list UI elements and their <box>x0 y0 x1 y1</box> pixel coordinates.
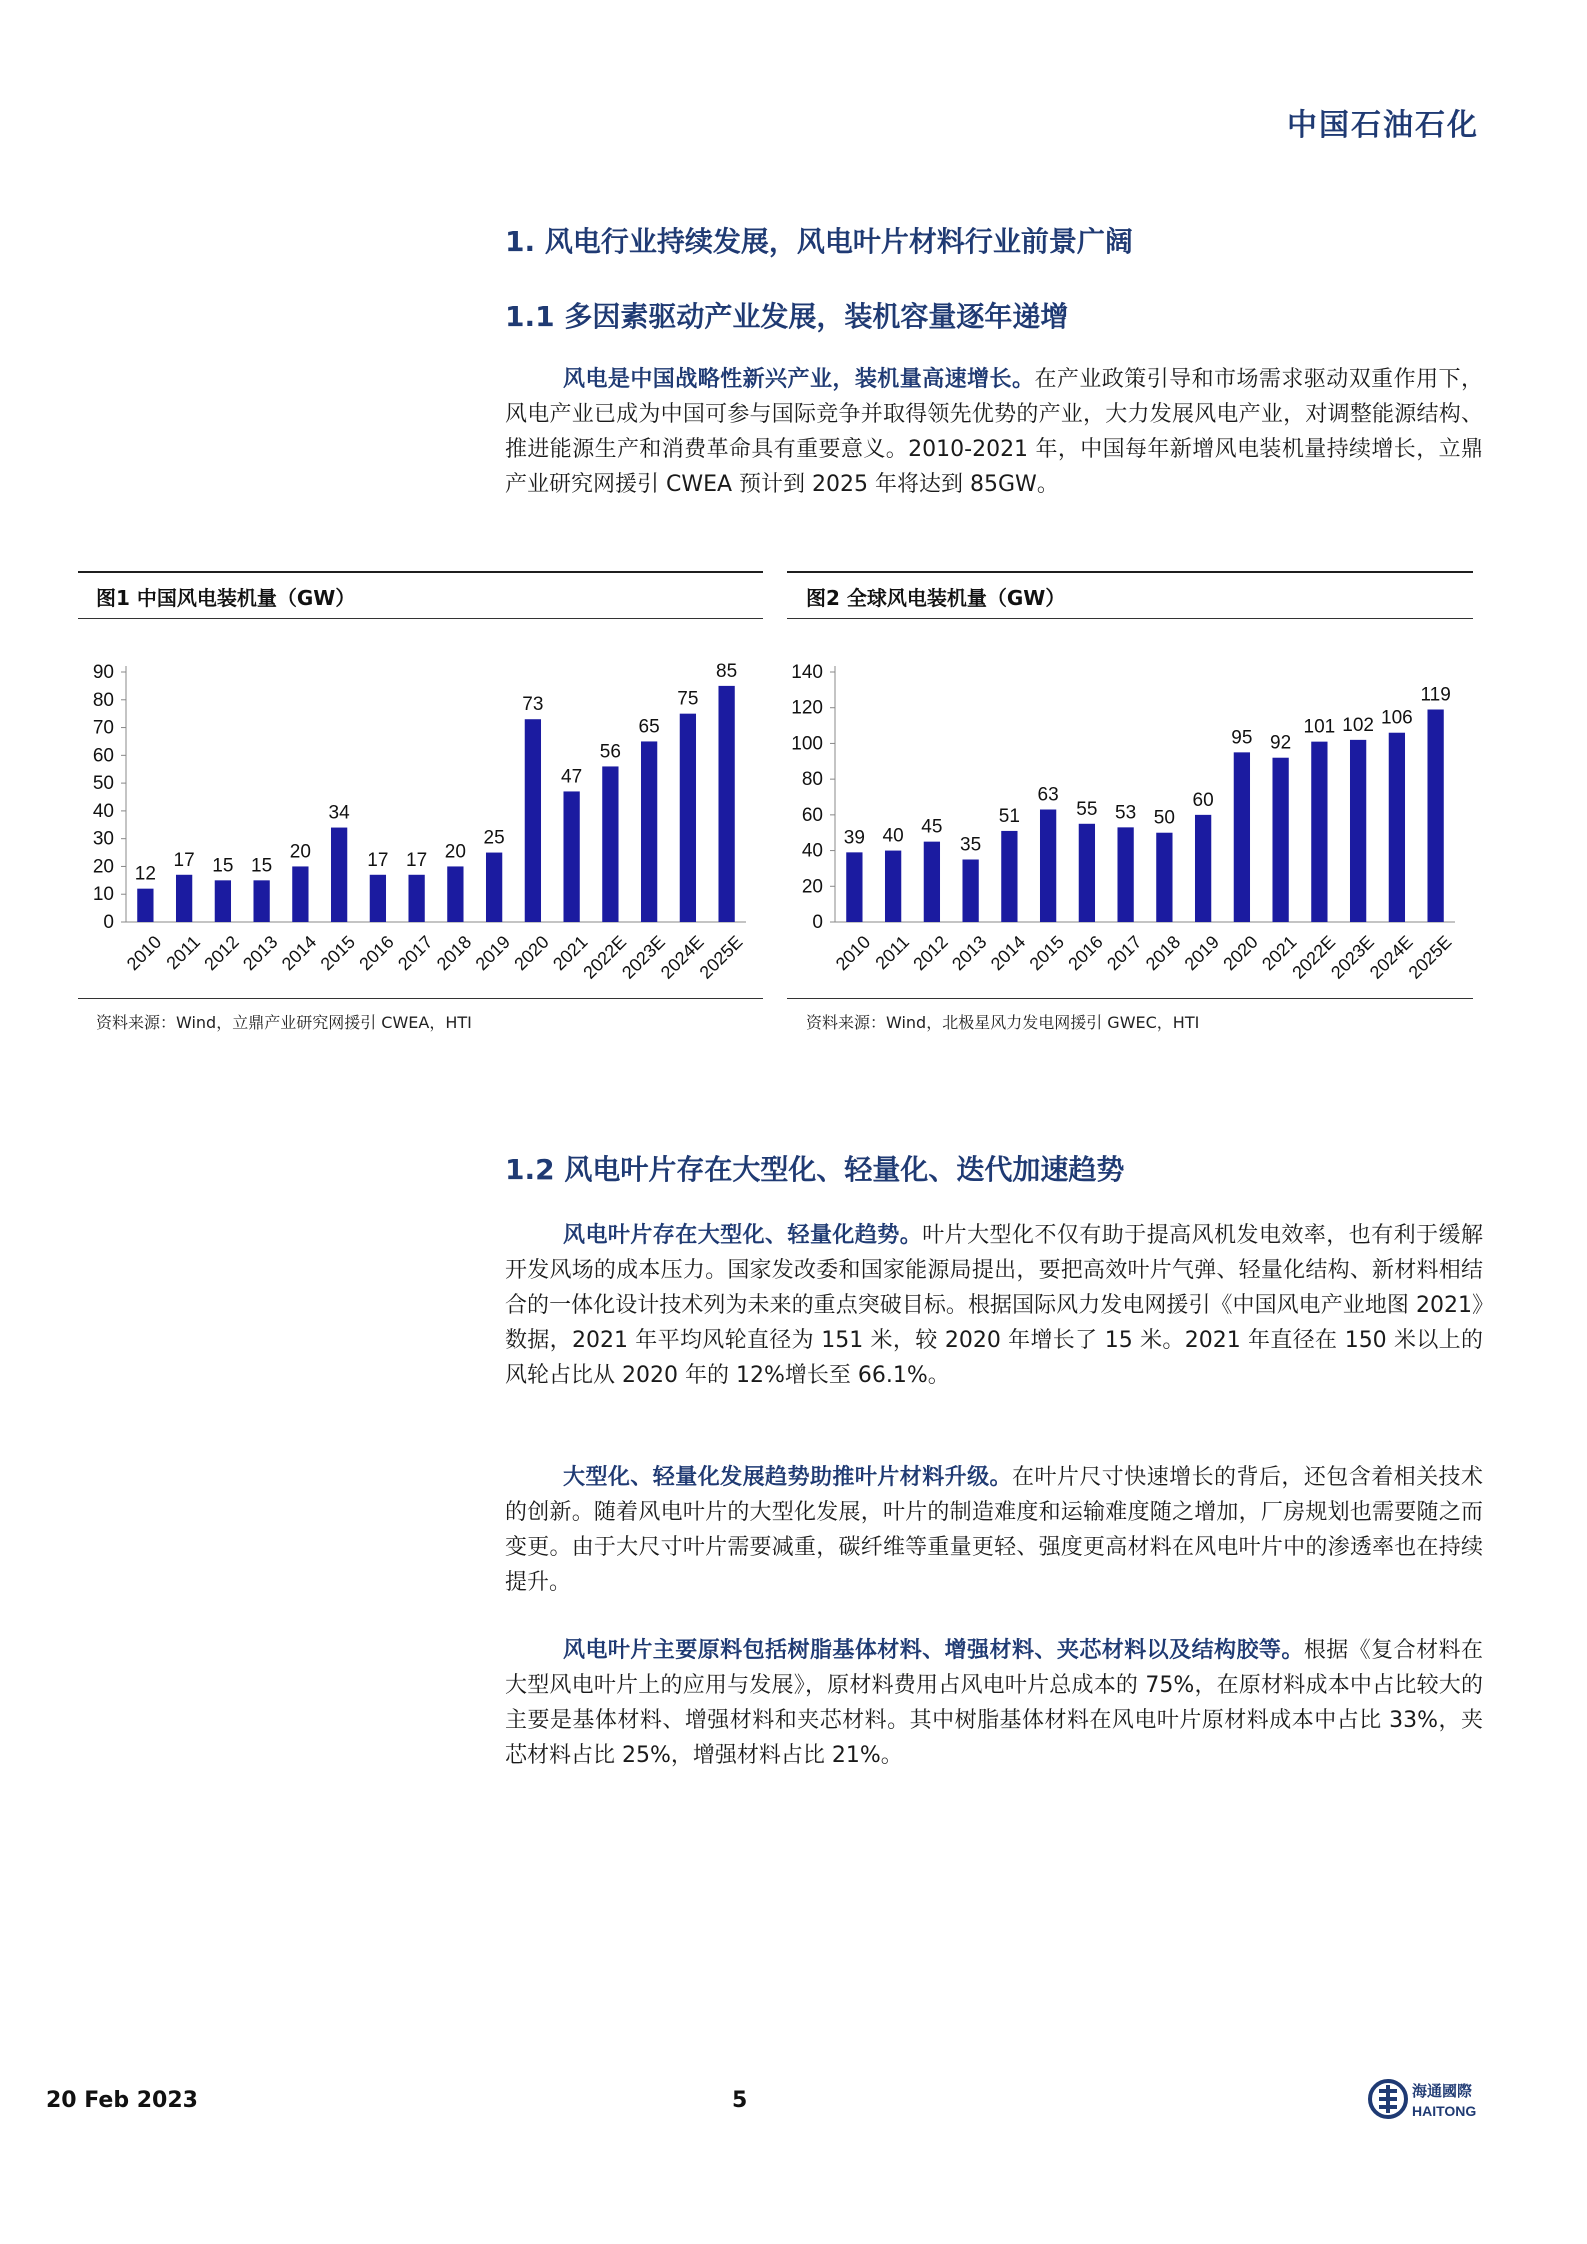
bar-2024E <box>1389 733 1405 922</box>
x-tick-label-2011: 2011 <box>162 931 205 974</box>
data-label-2025E: 85 <box>716 660 738 682</box>
data-label-2024E: 75 <box>677 688 699 710</box>
bar-2023E <box>1350 740 1366 922</box>
fig1-source: 资料来源：Wind，立鼎产业研究网援引 CWEA，HTI <box>96 1013 472 1032</box>
paragraph-body: 叶片大型化不仅有助于提高风机发电效率，也有利于缓解开发风场的成本压力。国家发改委和国家能源局提出，要把高效叶片气弹、轻量化结构、新材料相结合的一体化设计技术列为未来的重点突破目标。根据国际风力发电网援引《中国风电产业地图 2021》数据，2021 年平均风轮直径为 151 米，较 2020 年增长了 15 米。2021 年直径在 150 米以上的风轮占比从 2020 年的 12%增长至 66.1%。 <box>505 1223 1483 1388</box>
y-tick-label: 90 <box>92 662 114 683</box>
paragraph-lead: 风电叶片主要原料包括树脂基体材料、增强材料、夹芯材料以及结构胶等。 <box>563 1638 1304 1663</box>
paragraph-raw-materials <box>505 1633 1483 1773</box>
data-label-2013: 15 <box>251 855 273 877</box>
x-tick-label-2024E: 2024E <box>1365 931 1417 983</box>
data-label-2010: 12 <box>134 863 156 885</box>
bar-2015 <box>1040 810 1056 923</box>
x-tick-label-2019: 2019 <box>1180 931 1224 975</box>
y-tick-label: 20 <box>92 856 114 878</box>
bar-2016 <box>1079 824 1095 922</box>
data-label-2014: 51 <box>998 805 1020 827</box>
x-tick-label-2021: 2021 <box>1258 931 1301 975</box>
bar-2019 <box>1195 815 1211 922</box>
data-label-2015: 34 <box>328 802 350 824</box>
bar-2013 <box>253 880 269 922</box>
paragraph-blade-trend <box>505 1218 1483 1393</box>
section-heading-1-2: 1.2 风电叶片存在大型化、轻量化、迭代加速趋势 <box>505 1153 1125 1186</box>
y-tick-label: 60 <box>92 745 114 767</box>
paragraph-lead: 大型化、轻量化发展趋势助推叶片材料升级。 <box>563 1465 1012 1490</box>
x-tick-label-2020: 2020 <box>1219 931 1262 975</box>
bar-2013 <box>962 860 978 923</box>
x-tick-label-2015: 2015 <box>1025 931 1069 975</box>
y-tick-label: 40 <box>92 800 114 822</box>
bar-2010 <box>846 852 862 922</box>
bar-2014 <box>292 866 308 922</box>
data-label-2010: 39 <box>843 827 865 849</box>
bar-2020 <box>1234 752 1250 922</box>
data-label-2011: 17 <box>173 849 195 871</box>
data-label-2025E: 119 <box>1420 684 1451 706</box>
paragraph-lead: 风电是中国战略性新兴产业，装机量高速增长。 <box>563 367 1035 392</box>
x-tick-label-2023E: 2023E <box>618 931 670 983</box>
y-tick-label: 80 <box>801 769 823 791</box>
x-tick-label-2020: 2020 <box>510 931 553 975</box>
bar-2012 <box>215 880 231 922</box>
x-tick-label-2022E: 2022E <box>1288 931 1340 983</box>
fig1-title: 图1 中国风电装机量（GW） <box>96 586 356 610</box>
x-tick-label-2012: 2012 <box>200 931 243 975</box>
data-label-2018: 50 <box>1153 807 1175 829</box>
bar-2025E <box>718 686 734 922</box>
y-tick-label: 0 <box>812 912 823 933</box>
x-tick-label-2014: 2014 <box>277 931 321 975</box>
fig1-chart <box>78 630 768 990</box>
paragraph-wind-growth <box>505 362 1483 502</box>
x-tick-label-2017: 2017 <box>1103 931 1146 975</box>
data-label-2016: 17 <box>367 849 389 871</box>
bar-2015 <box>331 828 347 922</box>
bar-2022E <box>602 766 618 922</box>
x-tick-label-2018: 2018 <box>432 931 476 975</box>
x-tick-label-2018: 2018 <box>1141 931 1185 975</box>
data-label-2015: 63 <box>1037 784 1059 806</box>
y-tick-label: 60 <box>801 804 823 826</box>
page-number: 5 <box>732 2088 748 2113</box>
data-label-2017: 53 <box>1115 802 1137 824</box>
footer-date: 20 Feb 2023 <box>46 2088 198 2113</box>
bar-2016 <box>370 875 386 922</box>
x-tick-label-2010: 2010 <box>122 931 166 975</box>
data-label-2019: 25 <box>483 827 505 849</box>
bar-2021 <box>1272 758 1288 922</box>
paragraph-material-upgrade <box>505 1460 1483 1600</box>
logo-en-text: HAITONG <box>1412 2103 1477 2119</box>
x-tick-label-2013: 2013 <box>948 931 991 975</box>
bar-2014 <box>1001 831 1017 922</box>
x-tick-label-2013: 2013 <box>239 931 282 975</box>
fig2-bottom-rule <box>787 998 1473 999</box>
bar-2019 <box>486 853 502 922</box>
data-label-2020: 73 <box>522 694 544 716</box>
paragraph-lead: 风电叶片存在大型化、轻量化趋势。 <box>563 1223 923 1248</box>
bar-2018 <box>1156 833 1172 922</box>
x-tick-label-2016: 2016 <box>1064 931 1107 975</box>
fig2-title: 图2 全球风电装机量（GW） <box>806 586 1066 610</box>
data-label-2024E: 106 <box>1381 707 1413 729</box>
x-tick-label-2017: 2017 <box>394 931 437 975</box>
x-tick-label-2010: 2010 <box>831 931 875 975</box>
bar-2012 <box>924 842 940 922</box>
data-label-2017: 17 <box>406 849 428 871</box>
data-label-2020: 95 <box>1231 727 1253 749</box>
bar-2020 <box>525 719 541 922</box>
y-tick-label: 40 <box>801 840 823 862</box>
section-heading-1: 1. 风电行业持续发展，风电叶片材料行业前景广阔 <box>505 225 1133 258</box>
data-label-2018: 20 <box>444 841 466 863</box>
data-label-2012: 45 <box>921 816 943 838</box>
bar-2018 <box>447 866 463 922</box>
data-label-2014: 20 <box>289 841 311 863</box>
data-label-2023E: 102 <box>1342 714 1374 736</box>
fig2-top-rule <box>787 571 1473 573</box>
y-tick-label: 120 <box>791 697 823 719</box>
data-label-2022E: 101 <box>1303 716 1336 738</box>
bar-2011 <box>176 875 192 922</box>
y-tick-label: 20 <box>801 876 823 898</box>
bar-2023E <box>641 741 657 922</box>
y-tick-label: 30 <box>92 828 114 850</box>
y-tick-label: 100 <box>791 733 823 755</box>
y-tick-label: 10 <box>92 884 114 906</box>
x-tick-label-2023E: 2023E <box>1327 931 1379 983</box>
data-label-2019: 60 <box>1192 789 1214 811</box>
x-tick-label-2016: 2016 <box>355 931 398 975</box>
data-label-2013: 35 <box>960 834 982 856</box>
y-tick-label: 50 <box>92 773 114 795</box>
data-label-2012: 15 <box>212 855 234 877</box>
bar-2025E <box>1427 710 1443 923</box>
section-heading-1-1: 1.1 多因素驱动产业发展，装机容量逐年递增 <box>505 300 1069 333</box>
x-tick-label-2021: 2021 <box>549 931 592 975</box>
data-label-2021: 92 <box>1270 732 1292 754</box>
fig1-title-rule <box>78 618 763 619</box>
data-label-2021: 47 <box>561 766 583 788</box>
data-label-2011: 40 <box>882 825 904 847</box>
bar-2010 <box>137 889 153 922</box>
y-tick-label: 0 <box>103 912 114 933</box>
y-tick-label: 80 <box>92 689 114 711</box>
company-header: 中国石油石化 <box>1287 108 1479 143</box>
y-tick-label: 70 <box>92 717 114 739</box>
paragraph-body: 在产业政策引导和市场需求驱动双重作用下，风电产业已成为中国可参与国际竞争并取得领先优势的产业，大力发展风电产业，对调整能源结构、推进能源生产和消费革命具有重要意义。2010-2021 年，中国每年新增风电装机量持续增长，立鼎产业研究网援引 CWEA 预计到 2025 年将达到 85GW。 <box>505 367 1483 497</box>
x-tick-label-2019: 2019 <box>471 931 515 975</box>
paragraph-body: 根据《复合材料在大型风电叶片上的应用与发展》，原材料费用占风电叶片总成本的 75%，在原材料成本中占比较大的主要是基体材料、增强材料和夹芯材料。其中树脂基体材料在风电叶片原材料成本中占比 33%，夹芯材料占比 25%，增强材料占比 21%。 <box>505 1638 1483 1768</box>
fig1-top-rule <box>78 571 763 573</box>
fig1-bottom-rule <box>78 998 763 999</box>
x-tick-label-2011: 2011 <box>871 931 914 974</box>
bar-2022E <box>1311 742 1327 922</box>
haitong-logo <box>1368 2074 1492 2124</box>
y-tick-label: 140 <box>791 662 823 683</box>
data-label-2022E: 56 <box>599 741 621 763</box>
data-label-2016: 55 <box>1076 798 1098 820</box>
fig2-title-rule <box>787 618 1473 619</box>
data-label-2023E: 65 <box>638 716 660 738</box>
logo-cn-text: 海通國際 <box>1412 2083 1473 2100</box>
x-tick-label-2014: 2014 <box>986 931 1030 975</box>
x-tick-label-2022E: 2022E <box>579 931 631 983</box>
fig2-source: 资料来源：Wind，北极星风力发电网援引 GWEC，HTI <box>806 1013 1200 1032</box>
x-tick-label-2024E: 2024E <box>656 931 708 983</box>
bar-2011 <box>885 851 901 922</box>
x-tick-label-2015: 2015 <box>316 931 360 975</box>
bar-2017 <box>408 875 424 922</box>
x-tick-label-2025E: 2025E <box>695 931 747 983</box>
x-tick-label-2025E: 2025E <box>1404 931 1456 983</box>
paragraph-body: 在叶片尺寸快速增长的背后，还包含着相关技术的创新。随着风电叶片的大型化发展，叶片的制造难度和运输难度随之增加，厂房规划也需要随之而变更。由于大尺寸叶片需要减重，碳纤维等重量更轻、强度更高材料在风电叶片中的渗透率也在持续提升。 <box>505 1465 1483 1595</box>
fig2-chart <box>787 630 1477 990</box>
bar-2021 <box>563 791 579 922</box>
x-tick-label-2012: 2012 <box>909 931 952 975</box>
bar-2024E <box>680 714 696 922</box>
bar-2017 <box>1117 827 1133 922</box>
